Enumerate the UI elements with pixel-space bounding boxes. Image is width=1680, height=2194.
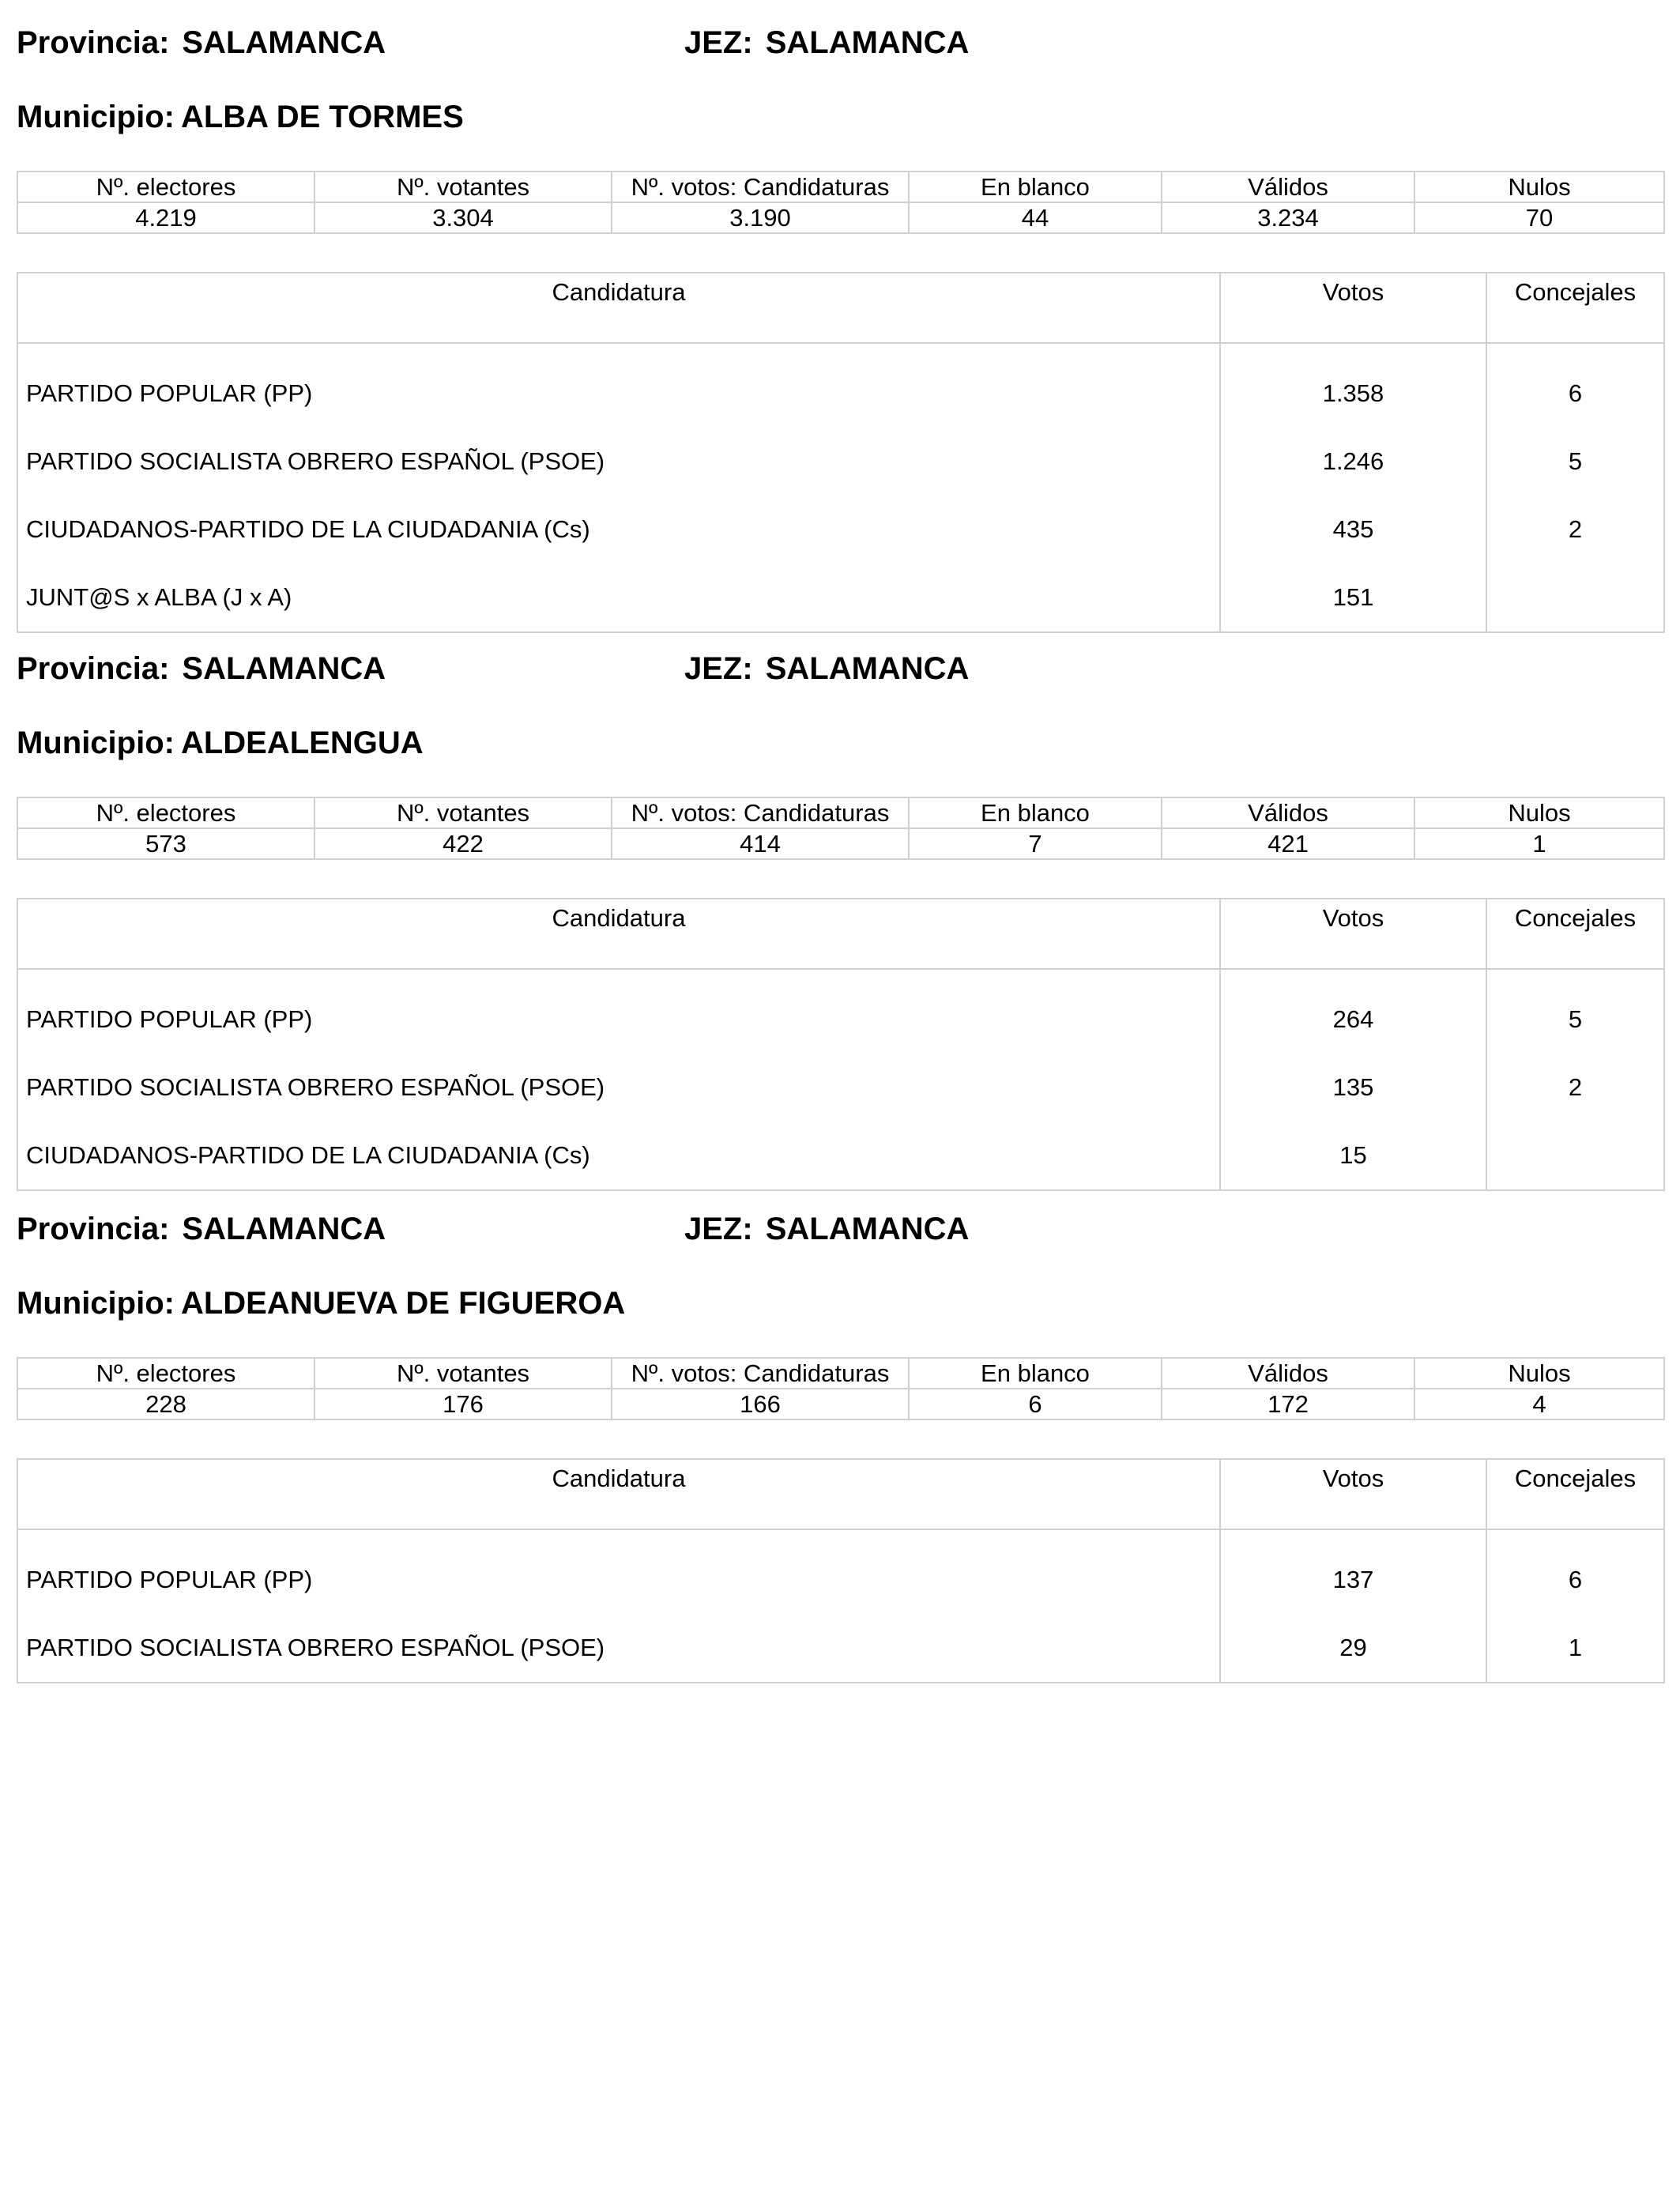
summary-header-cell: Nulos [1414,172,1664,202]
summary-table [17,1357,1665,1420]
concejales-header: Concejales [1486,899,1664,969]
candidatura-name: JUNT@S x ALBA (J x A) [17,564,1220,632]
summary-header-cell: Nº. electores [17,1358,315,1389]
summary-value-row [17,202,1664,233]
provincia-label: Provincia: [17,651,170,686]
concejales-value: 5 [1486,428,1664,496]
provincia-label: Provincia: [17,1212,170,1246]
summary-value-cell: 573 [17,828,315,859]
summary-header-row [17,797,1664,828]
provincia-value: SALAMANCA [182,25,386,60]
provincia-value: SALAMANCA [182,1212,386,1246]
summary-value-cell: 4.219 [17,202,315,233]
votos-header: Votos [1220,273,1486,343]
candidaturas-header-row [17,899,1664,969]
table-row [17,1122,1664,1190]
summary-value-cell: 4 [1414,1389,1664,1419]
summary-table [17,171,1665,234]
summary-header-cell: En blanco [909,797,1162,828]
summary-header-cell: Nº. votantes [315,172,612,202]
summary-header-cell: Nulos [1414,1358,1664,1389]
summary-header-row [17,172,1664,202]
block-header [17,1212,1663,1261]
summary-header-cell: Válidos [1162,1358,1414,1389]
summary-value-cell: 7 [909,828,1162,859]
municipality-block [17,1212,1663,1683]
jez-value: SALAMANCA [765,1212,970,1246]
provincia-heading [17,1212,386,1247]
summary-value-cell: 6 [909,1389,1162,1419]
candidatura-name: CIUDADANOS-PARTIDO DE LA CIUDADANIA (Cs) [17,496,1220,564]
candidatura-header: Candidatura [17,273,1220,343]
table-row [17,969,1664,1054]
votos-value: 1.246 [1220,428,1486,496]
summary-header-cell: Válidos [1162,172,1414,202]
municipio-value: ALDEALENGUA [180,726,424,760]
concejales-value [1486,1122,1664,1190]
concejales-header: Concejales [1486,273,1664,343]
municipio-heading [17,100,1663,147]
summary-header-cell: En blanco [909,1358,1162,1389]
candidatura-name: PARTIDO SOCIALISTA OBRERO ESPAÑOL (PSOE) [17,1614,1220,1683]
summary-value-cell: 70 [1414,202,1664,233]
candidatura-name: PARTIDO POPULAR (PP) [17,343,1220,428]
jez-heading [684,1212,969,1247]
municipio-heading [17,726,1663,773]
summary-header-cell: En blanco [909,172,1162,202]
summary-header-cell: Nº. electores [17,797,315,828]
summary-value-cell: 176 [315,1389,612,1419]
summary-value-cell: 414 [612,828,909,859]
summary-header-cell: Nº. electores [17,172,315,202]
summary-value-row [17,828,1664,859]
concejales-value: 1 [1486,1614,1664,1683]
municipio-label: Municipio: [17,726,175,760]
summary-header-cell: Válidos [1162,797,1414,828]
summary-value-cell: 1 [1414,828,1664,859]
concejales-value: 2 [1486,1054,1664,1122]
candidaturas-header-row [17,1459,1664,1529]
jez-heading [684,25,969,61]
concejales-value: 5 [1486,969,1664,1054]
votos-value: 435 [1220,496,1486,564]
candidaturas-table [17,1458,1665,1683]
candidatura-name: PARTIDO SOCIALISTA OBRERO ESPAÑOL (PSOE) [17,428,1220,496]
candidatura-header: Candidatura [17,899,1220,969]
summary-header-cell: Nº. votantes [315,1358,612,1389]
summary-value-cell: 228 [17,1389,315,1419]
jez-label: JEZ: [684,651,753,686]
candidatura-name: PARTIDO SOCIALISTA OBRERO ESPAÑOL (PSOE) [17,1054,1220,1122]
summary-value-cell: 3.190 [612,202,909,233]
votos-value: 151 [1220,564,1486,632]
block-header [17,651,1663,700]
municipio-value: ALBA DE TORMES [180,100,464,134]
candidatura-name: PARTIDO POPULAR (PP) [17,1529,1220,1614]
concejales-value: 6 [1486,1529,1664,1614]
summary-header-cell: Nº. votos: Candidaturas [612,172,909,202]
municipio-heading [17,1286,1663,1333]
municipio-label: Municipio: [17,100,175,134]
municipality-block [17,25,1663,633]
table-row [17,564,1664,632]
jez-heading [684,651,969,687]
votos-value: 137 [1220,1529,1486,1614]
concejales-value [1486,564,1664,632]
summary-header-cell: Nº. votos: Candidaturas [612,1358,909,1389]
summary-value-row [17,1389,1664,1419]
block-header [17,25,1663,74]
votos-value: 135 [1220,1054,1486,1122]
provincia-heading [17,651,386,687]
table-row [17,343,1664,428]
summary-header-cell: Nº. votos: Candidaturas [612,797,909,828]
summary-value-cell: 44 [909,202,1162,233]
candidaturas-table [17,272,1665,633]
votos-header: Votos [1220,1459,1486,1529]
municipality-block [17,651,1663,1191]
provincia-label: Provincia: [17,25,170,60]
summary-value-cell: 172 [1162,1389,1414,1419]
votos-value: 1.358 [1220,343,1486,428]
jez-label: JEZ: [684,1212,753,1246]
concejales-value: 2 [1486,496,1664,564]
candidatura-name: PARTIDO POPULAR (PP) [17,969,1220,1054]
provincia-heading [17,25,386,61]
provincia-value: SALAMANCA [182,651,386,686]
candidaturas-table [17,898,1665,1191]
summary-header-cell: Nulos [1414,797,1664,828]
jez-value: SALAMANCA [765,651,970,686]
votos-value: 264 [1220,969,1486,1054]
summary-value-cell: 3.304 [315,202,612,233]
summary-header-cell: Nº. votantes [315,797,612,828]
summary-value-cell: 421 [1162,828,1414,859]
summary-value-cell: 422 [315,828,612,859]
votos-value: 29 [1220,1614,1486,1683]
summary-table [17,797,1665,860]
candidatura-name: CIUDADANOS-PARTIDO DE LA CIUDADANIA (Cs) [17,1122,1220,1190]
votos-value: 15 [1220,1122,1486,1190]
table-row [17,428,1664,496]
table-row [17,1529,1664,1614]
municipio-value: ALDEANUEVA DE FIGUEROA [180,1286,626,1321]
concejales-header: Concejales [1486,1459,1664,1529]
votos-header: Votos [1220,899,1486,969]
summary-value-cell: 3.234 [1162,202,1414,233]
jez-label: JEZ: [684,25,753,60]
table-row [17,1614,1664,1683]
table-row [17,496,1664,564]
concejales-value: 6 [1486,343,1664,428]
candidaturas-header-row [17,273,1664,343]
candidatura-header: Candidatura [17,1459,1220,1529]
municipio-label: Municipio: [17,1286,175,1321]
table-row [17,1054,1664,1122]
summary-header-row [17,1358,1664,1389]
jez-value: SALAMANCA [765,25,970,60]
summary-value-cell: 166 [612,1389,909,1419]
